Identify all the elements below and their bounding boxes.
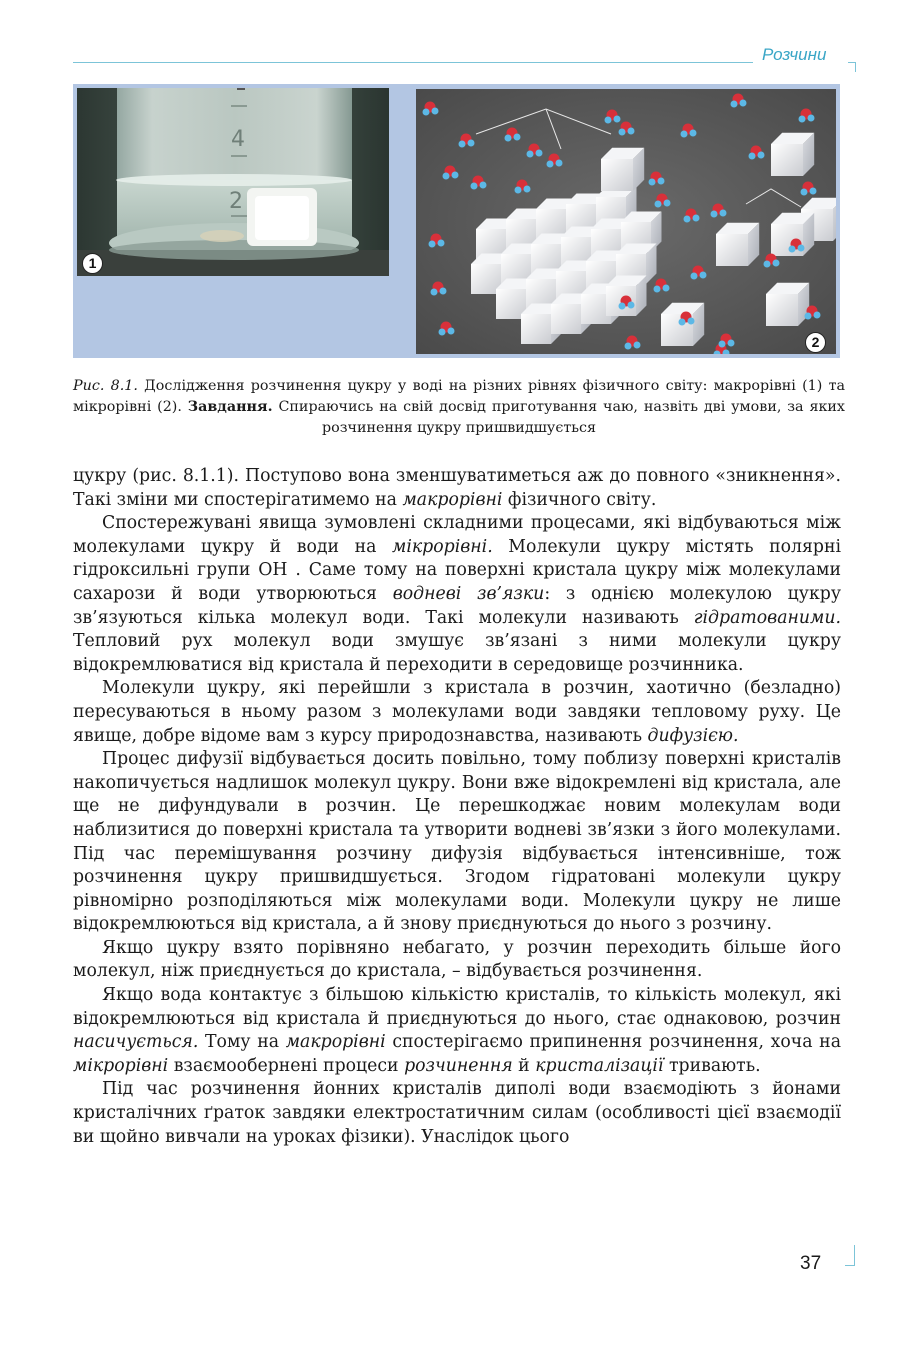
- sugar-crystal-cube: [601, 148, 644, 191]
- text-run: фізичного світу.: [502, 489, 657, 510]
- text-run: цукру (рис. 8.1.1). Поступово вона зменшуватиметься аж до повного «зникнення». Такі зміни ми спостерігатимемо на: [73, 466, 841, 510]
- text-run: тривають.: [663, 1055, 761, 1076]
- figure-badge-1: 1: [82, 253, 103, 274]
- italic-term: кристалізації: [535, 1055, 664, 1076]
- text-run: Якщо цукру взято порівняно небагато, у розчин переходить більше його молекул, ніж приєднується до кристала, – відбувається розчинення.: [73, 937, 841, 982]
- body-text: [73, 465, 841, 1149]
- sugar-crystal-cube: [771, 133, 814, 176]
- molecular-dissolution-diagram: [416, 89, 836, 354]
- caption-task-label: Завдання.: [187, 399, 273, 415]
- paragraph: [73, 984, 841, 1078]
- paragraph: [73, 748, 841, 937]
- italic-term: розчинення: [404, 1055, 513, 1076]
- sugar-crystal-cube: [766, 283, 809, 326]
- beaker-illustration: [77, 88, 389, 276]
- sugar-beaker-photo: [77, 88, 389, 276]
- svg-text:4: 4: [231, 127, 245, 152]
- italic-term: водневі зв’язки: [392, 583, 545, 604]
- text-run: Процес дифузії відбувається досить повільно, тому поблизу поверхні кристалів накопичується надлишок молекул цукру. Вони вже відокремлені від кристала, але ще не дифундували в розчин. Це перешкоджає новим молекулам води наблизитися до поверхні кристала та утворити водневі зв’язки з його молекулами. Під час перемішування розчину дифузія відбувається інтенсивніше, тож розчинення цукру пришвидшується. Згодом гідратовані молекули цукру рівномірно розподіляються між молекулами води. Молекули цукру не лише відокремлюються від кристала, а й знову приєднуються до нього з розчину.: [73, 749, 841, 935]
- italic-term: гідратованими.: [693, 607, 841, 628]
- text-run: взаємообернені процеси: [168, 1055, 405, 1076]
- page-number: 37: [800, 1253, 822, 1274]
- text-run: Під час розчинення йонних кристалів диполі води взаємодіють з йонами кристалічних ґраток завдяки електростатичним силам (особливості цієї взаємодії ви щойно вивчали на уроках фізики). Унаслідок цього: [73, 1079, 841, 1147]
- italic-term: дифузією.: [647, 725, 739, 746]
- figure-caption: [73, 376, 845, 439]
- paragraph: [73, 465, 841, 512]
- text-run: спостерігаємо припинення розчинення, хоча на: [385, 1032, 841, 1053]
- italic-term: мікрорівні: [73, 1055, 169, 1076]
- text-run: Тому на: [198, 1032, 286, 1053]
- italic-term: макрорівні: [285, 1032, 386, 1053]
- paragraph: [73, 937, 841, 984]
- header-rule: [73, 62, 753, 63]
- paragraph: [73, 512, 841, 677]
- paragraph: [73, 677, 841, 748]
- paragraph: [73, 1078, 841, 1149]
- text-run: Молекули цукру містять полярні гідроксильні групи ОН . Саме тому на поверхні кристала цукру між молекулами сахарози й води утворюються: [73, 536, 842, 604]
- italic-term: насичується.: [73, 1032, 199, 1053]
- text-run: Молекули цукру, які перейшли з кристала в розчин, хаотично (безладно) пересуваються в ньому разом з молекулами води завдяки тепловому руху. Це явище, добре відоме вам з курсу природознавства, називають: [73, 678, 841, 746]
- caption-text: Дослідження розчинення цукру у воді на різних рівнях фізичного світу: макрорівні (1) та мікрорівні (2).: [73, 378, 845, 415]
- footer-corner-mark: [845, 1245, 855, 1266]
- header-corner-mark: [848, 62, 856, 72]
- italic-term: мікрорівні.: [392, 536, 493, 557]
- text-run: Якщо вода контактує з більшою кількістю кристалів, то кількість молекул, які відокремлюються від кристала й приєднуються до нього, стає однаковою, розчин: [73, 985, 841, 1029]
- sugar-crystal-cube: [716, 223, 759, 266]
- svg-text:2: 2: [229, 189, 243, 214]
- caption-task-text: Спираючись на свій досвід приготування чаю, назвіть дві умови, за яких розчинення цукру пришвидшується: [272, 399, 845, 436]
- figure-badge-2: 2: [805, 332, 826, 353]
- text-run: : з однією молекулою цукру зв’язуються кілька молекул води. Такі молекули називають: [73, 583, 841, 628]
- text-run: Тепловий рух молекул води змушує зв’язані з ними молекули цукру відокремлюватися від кристала й переходити в середовище розчинника.: [73, 631, 841, 675]
- sugar-molecules-render: [416, 89, 836, 354]
- italic-term: макрорівні: [402, 489, 503, 510]
- section-title: Розчини: [762, 45, 827, 64]
- text-run: й: [512, 1055, 536, 1076]
- caption-label: Рис. 8.1.: [73, 378, 138, 394]
- text-run: Спостережувані явища зумовлені складними процесами, які відбуваються між молекулами цукру й води на: [73, 513, 841, 557]
